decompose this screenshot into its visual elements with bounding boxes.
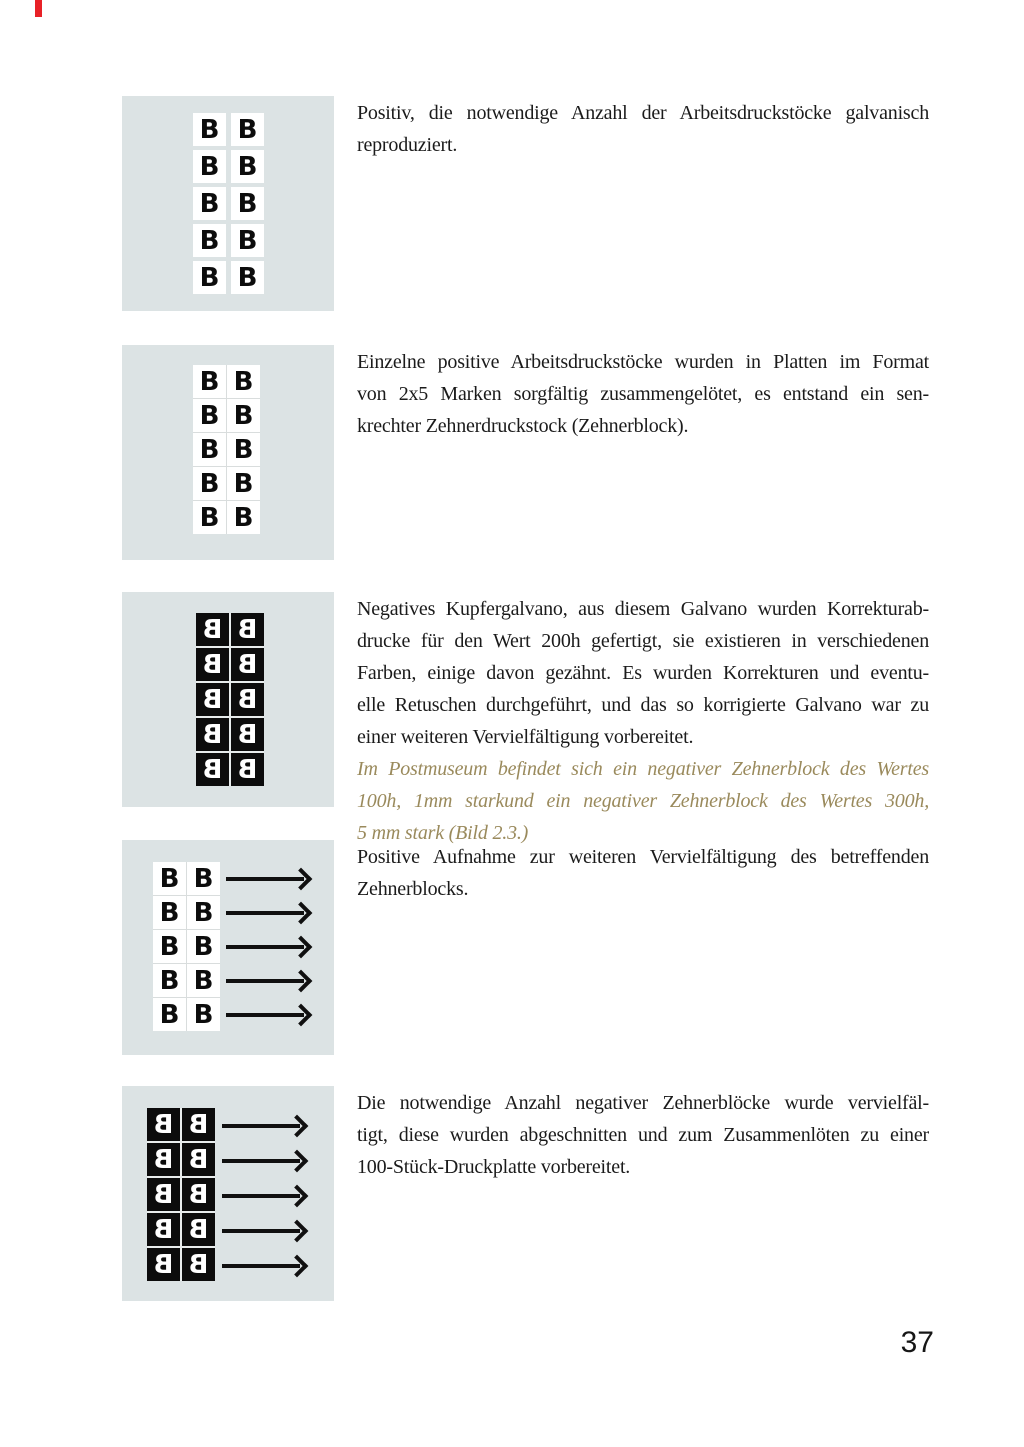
note-line: 100h, 1mm starkund ein negativer Zehnerblock des Wertes 300h, (357, 790, 929, 812)
text-line: tigt, diese wurden abgeschnitten und zum Zusammenlöten zu einer (357, 1124, 929, 1146)
negative-stamp-cell: B (182, 1108, 215, 1141)
process-step-3 (0, 592, 1024, 844)
stamp-grid (193, 113, 264, 294)
negative-stamp-cell: B (231, 613, 264, 646)
text-line: von 2x5 Marken sorgfältig zusammengelötet, es entstand ein sen- (357, 383, 929, 405)
paragraph (357, 593, 929, 849)
figure-positive-stamps-separated (122, 96, 334, 311)
negative-stamp-cell: B (196, 683, 229, 716)
negative-stamp-cell: B (196, 648, 229, 681)
positive-stamp-cell: B (227, 399, 260, 432)
text-line: reproduziert. (357, 134, 458, 156)
text-line: Negatives Kupfergalvano, aus diesem Galvano wurden Korrekturab- (357, 598, 929, 620)
paragraph (357, 346, 929, 442)
figure-negative-block-with-arrows (122, 1086, 334, 1301)
negative-stamp-cell: B (147, 1143, 180, 1176)
right-arrow-icon (222, 1213, 305, 1248)
text-line: Die notwendige Anzahl negativer Zehnerblöcke wurde vervielfäl- (357, 1092, 929, 1114)
positive-stamp-cell: B (193, 224, 226, 257)
text-line: Einzelne positive Arbeitsdruckstöcke wurden in Platten im Format (357, 351, 929, 373)
positive-stamp-cell: B (193, 433, 226, 466)
right-arrow-icon (226, 998, 309, 1032)
process-step-1 (0, 96, 1024, 311)
text-line: Zehnerblocks. (357, 878, 469, 900)
process-step-2 (0, 345, 1024, 560)
note-line: Im Postmuseum befindet sich ein negativer Zehnerblock des Wertes (357, 758, 929, 780)
process-step-4 (0, 840, 1024, 1055)
negative-stamp-cell: B (231, 718, 264, 751)
positive-stamp-cell: B (227, 365, 260, 398)
arrow-column (226, 862, 309, 1032)
positive-stamp-cell: B (231, 150, 264, 183)
negative-stamp-cell: B (182, 1248, 215, 1281)
right-arrow-icon (226, 964, 309, 998)
negative-stamp-cell: B (182, 1213, 215, 1246)
text-line: einer weiteren Vervielfältigung vorbereitet. (357, 726, 694, 748)
text-line: Farben, einige davon gezähnt. Es wurden Korrekturen und eventu- (357, 662, 929, 684)
paragraph (357, 97, 929, 161)
positive-stamp-cell: B (153, 964, 186, 997)
text-line: drucke für den Wert 200h gefertigt, sie existieren in verschiedenen (357, 630, 929, 652)
positive-stamp-cell: B (231, 261, 264, 294)
text-line: 100-Stück-Druckplatte vorbereitet. (357, 1156, 631, 1178)
positive-stamp-cell: B (193, 365, 226, 398)
right-arrow-icon (226, 862, 309, 896)
right-arrow-icon (222, 1143, 305, 1178)
right-arrow-icon (226, 896, 309, 930)
negative-stamp-cell: B (147, 1213, 180, 1246)
positive-stamp-cell: B (153, 998, 186, 1031)
right-arrow-icon (222, 1248, 305, 1283)
positive-stamp-cell: B (193, 399, 226, 432)
text-line: Positive Aufnahme zur weiteren Vervielfältigung des betreffenden (357, 846, 929, 868)
positive-stamp-cell: B (231, 113, 264, 146)
positive-stamp-cell: B (193, 150, 226, 183)
red-registration-mark (35, 0, 42, 17)
process-step-5 (0, 1086, 1024, 1301)
negative-stamp-cell: B (231, 753, 264, 786)
right-arrow-icon (222, 1178, 305, 1213)
positive-stamp-cell: B (153, 862, 186, 895)
negative-stamp-cell: B (196, 753, 229, 786)
positive-stamp-cell: B (153, 930, 186, 963)
text-line: elle Retuschen durchgeführt, und das so korrigierte Galvano war zu (357, 694, 929, 716)
right-arrow-icon (226, 930, 309, 964)
negative-stamp-cell: B (147, 1108, 180, 1141)
positive-stamp-cell: B (187, 862, 220, 895)
text-line: Positiv, die notwendige Anzahl der Arbeitsdruckstöcke galvanisch (357, 102, 929, 124)
positive-stamp-cell: B (193, 261, 226, 294)
positive-stamp-cell: B (227, 433, 260, 466)
positive-stamp-cell: B (187, 998, 220, 1031)
figure-positive-block-with-arrows (122, 840, 334, 1055)
negative-stamp-cell: B (196, 613, 229, 646)
figure-negative-galvano (122, 592, 334, 807)
arrow-column (222, 1108, 305, 1283)
negative-stamp-cell: B (147, 1248, 180, 1281)
stamp-grid (193, 365, 260, 534)
stamp-grid (147, 1108, 215, 1281)
positive-stamp-cell: B (153, 896, 186, 929)
positive-stamp-cell: B (193, 113, 226, 146)
positive-stamp-cell: B (193, 467, 226, 500)
negative-stamp-cell: B (231, 648, 264, 681)
positive-stamp-cell: B (187, 930, 220, 963)
paragraph (357, 1087, 929, 1183)
negative-stamp-cell: B (196, 718, 229, 751)
negative-stamp-cell: B (182, 1178, 215, 1211)
positive-stamp-cell: B (187, 896, 220, 929)
figure-positive-stamps-joined (122, 345, 334, 560)
negative-stamp-cell: B (231, 683, 264, 716)
positive-stamp-cell: B (231, 224, 264, 257)
right-arrow-icon (222, 1108, 305, 1143)
note-line: 5 mm stark (Bild 2.3.) (357, 822, 529, 844)
negative-stamp-cell: B (147, 1178, 180, 1211)
stamp-grid (153, 862, 220, 1031)
negative-stamp-cell: B (182, 1143, 215, 1176)
stamp-grid (196, 613, 264, 786)
positive-stamp-cell: B (187, 964, 220, 997)
page-number: 37 (900, 1326, 934, 1359)
positive-stamp-cell: B (193, 187, 226, 220)
positive-stamp-cell: B (227, 501, 260, 534)
paragraph (357, 841, 929, 905)
positive-stamp-cell: B (193, 501, 226, 534)
positive-stamp-cell: B (231, 187, 264, 220)
text-line: krechter Zehnerdruckstock (Zehnerblock). (357, 415, 689, 437)
positive-stamp-cell: B (227, 467, 260, 500)
